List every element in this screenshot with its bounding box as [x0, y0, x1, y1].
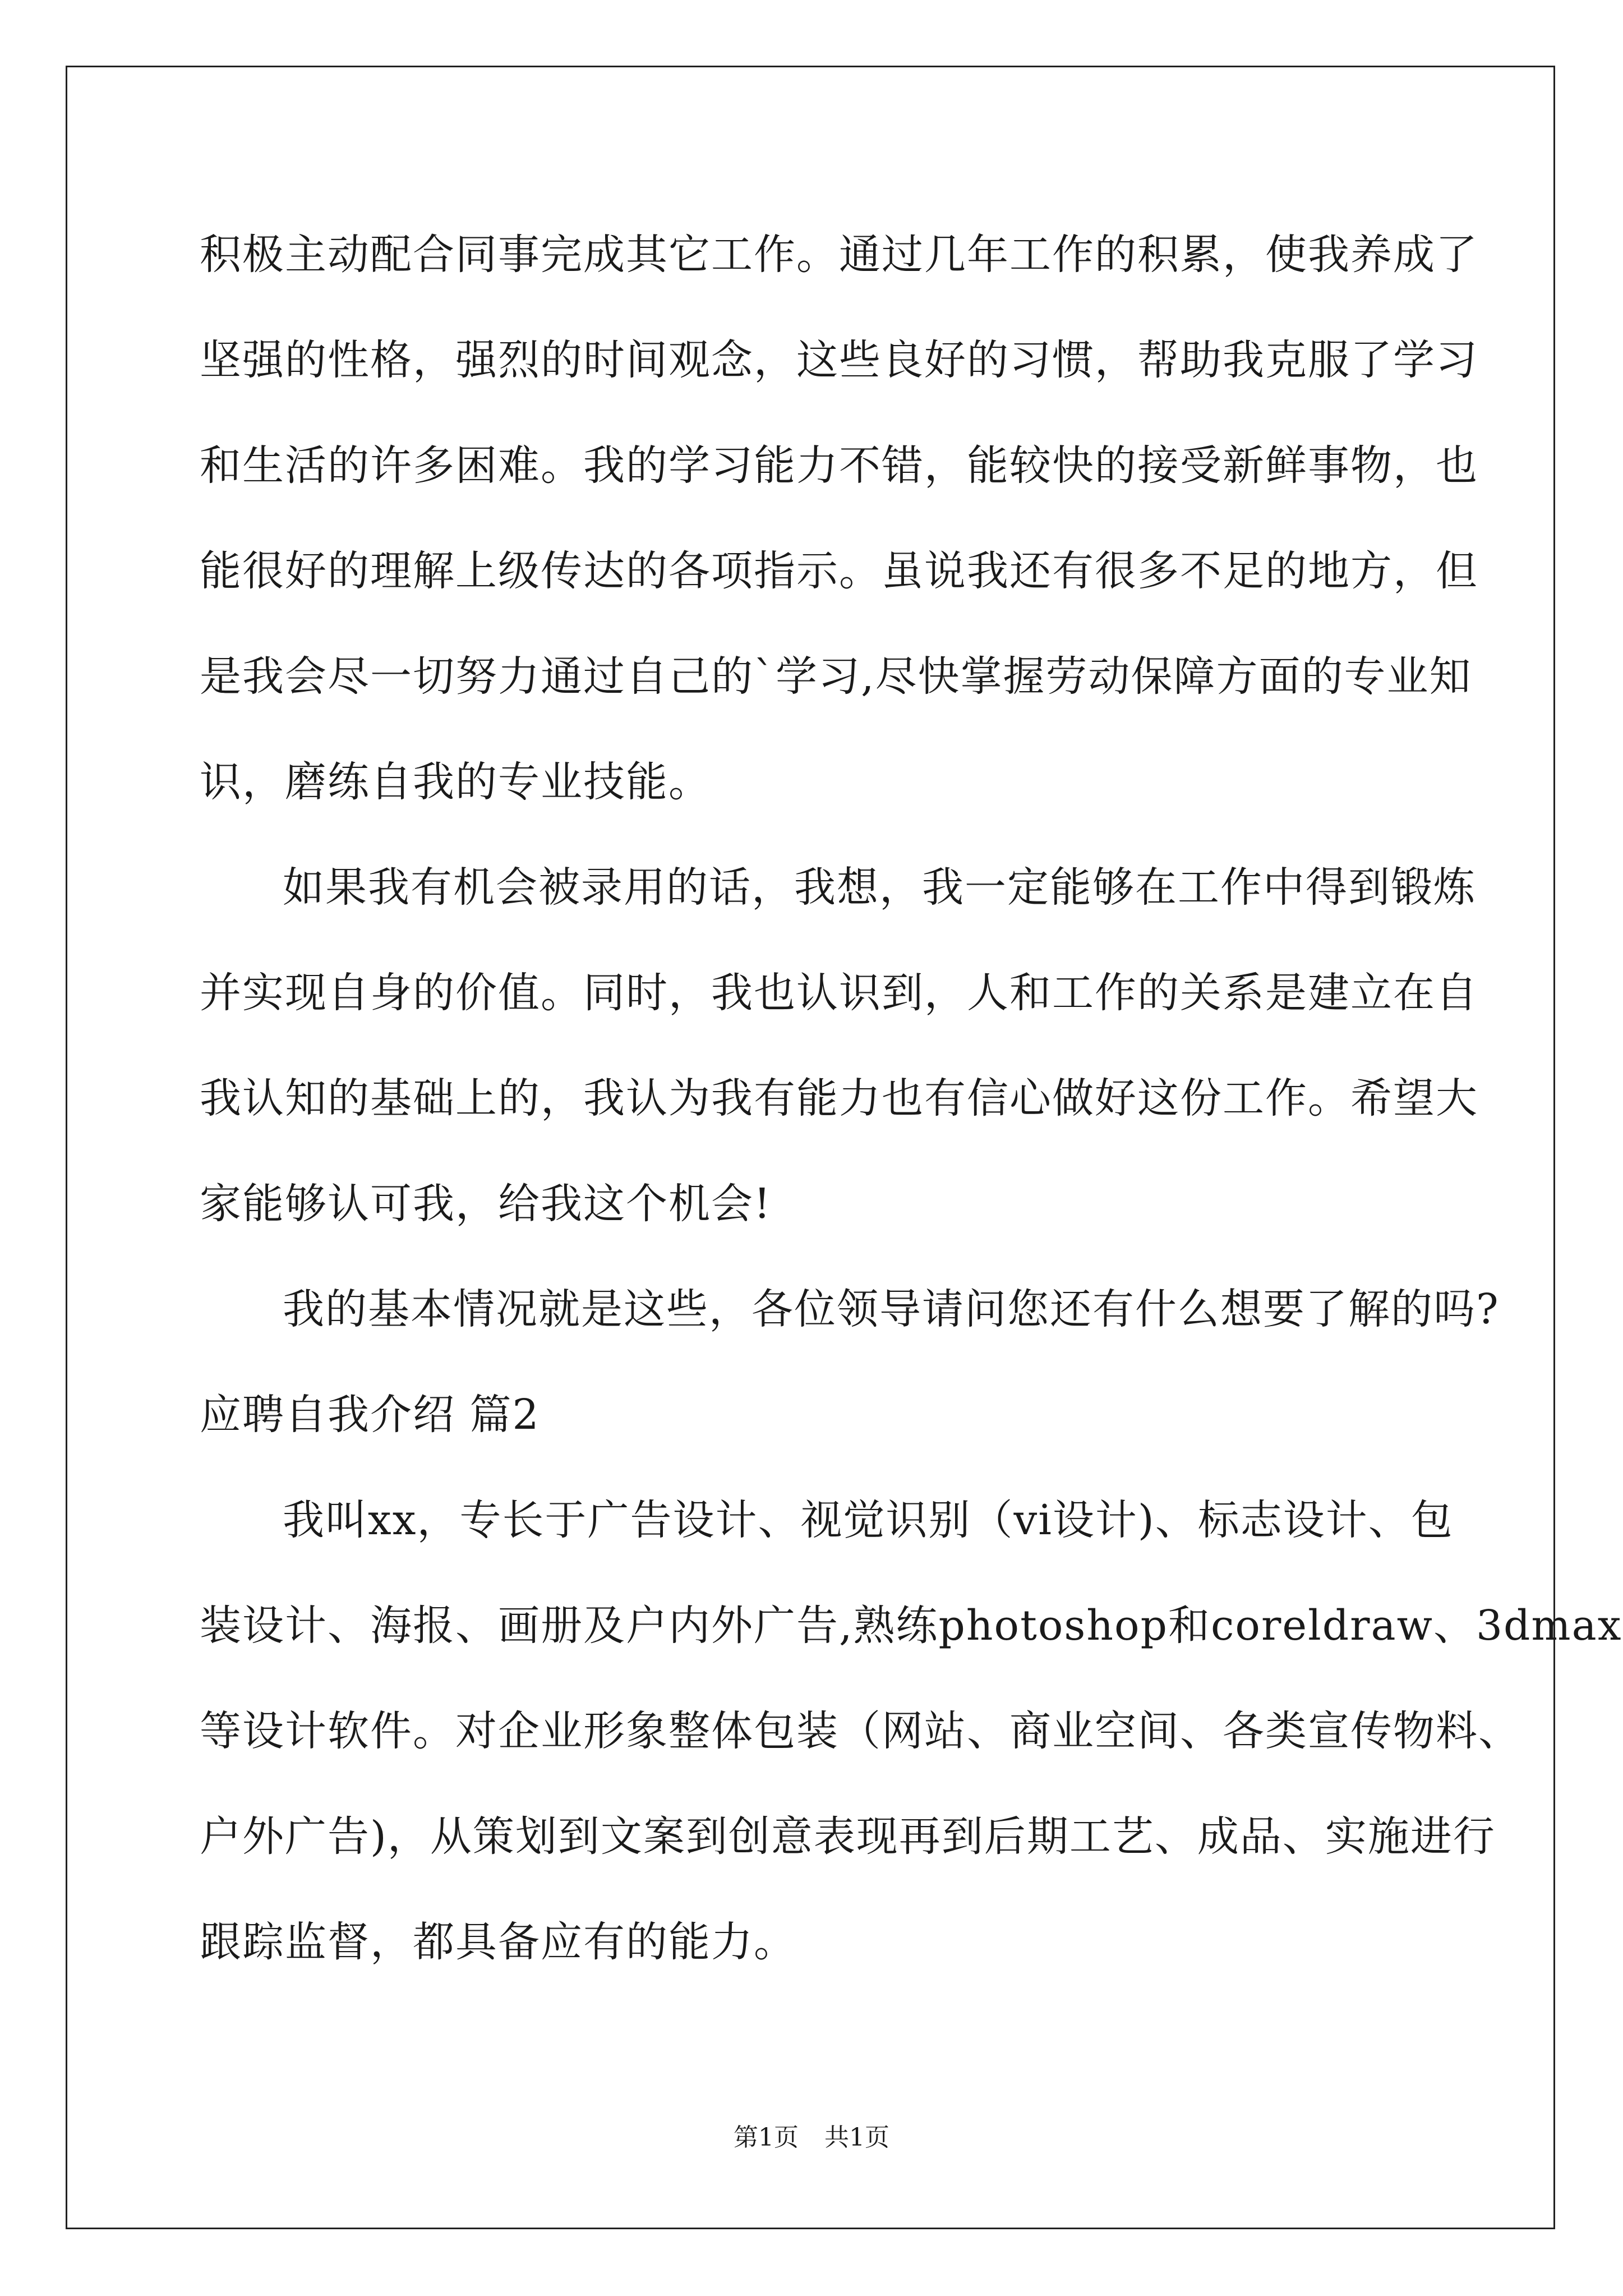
text-line: 能很好的理解上级传达的各项指示。虽说我还有很多不足的地方，但 [200, 547, 1478, 595]
page-footer [0, 2117, 1623, 2153]
text-line: 并实现自身的价值。同时，我也认识到，人和工作的关系是建立在自 [200, 969, 1478, 1017]
text-line: 家能够认可我，给我这个机会! [200, 1180, 772, 1228]
text-line: 等设计软件。对企业形象整体包装（网站、商业空间、各类宣传物料、 [200, 1707, 1521, 1755]
text-line: 跟踪监督，都具备应有的能力。 [200, 1918, 796, 1966]
paragraph-start-line: 如果我有机会被录用的话，我想，我一定能够在工作中得到锻炼 [283, 863, 1476, 912]
text-line: 是我会尽一切努力通过自己的`学习,尽快掌握劳动保障方面的专业知 [200, 652, 1472, 701]
section-heading: 应聘自我介绍 篇2 [200, 1391, 540, 1439]
page-number-current: 第1页 [734, 2123, 799, 2152]
text-line: 识，磨练自我的专业技能。 [200, 758, 711, 806]
text-line: 坚强的性格，强烈的时间观念，这些良好的习惯，帮助我克服了学习 [200, 336, 1478, 384]
paragraph-start-line: 我的基本情况就是这些，各位领导请问您还有什么想要了解的吗? [283, 1285, 1500, 1333]
page-number-total: 共1页 [824, 2123, 889, 2152]
text-line: 装设计、海报、画册及户内外广告,熟练photoshop和coreldraw、3dmax [200, 1602, 1622, 1650]
document-body [200, 202, 1622, 1995]
text-line: 积极主动配合同事完成其它工作。通过几年工作的积累，使我养成了 [200, 231, 1478, 279]
paragraph-start-line: 我叫xx，专长于广告设计、视觉识别（vi设计)、标志设计、包 [283, 1496, 1454, 1544]
text-line: 和生活的许多困难。我的学习能力不错，能较快的接受新鲜事物，也 [200, 441, 1478, 490]
text-line: 户外广告)，从策划到文案到创意表现再到后期工艺、成品、实施进行 [200, 1812, 1496, 1861]
text-line: 我认知的基础上的，我认为我有能力也有信心做好这份工作。希望大 [200, 1074, 1478, 1122]
